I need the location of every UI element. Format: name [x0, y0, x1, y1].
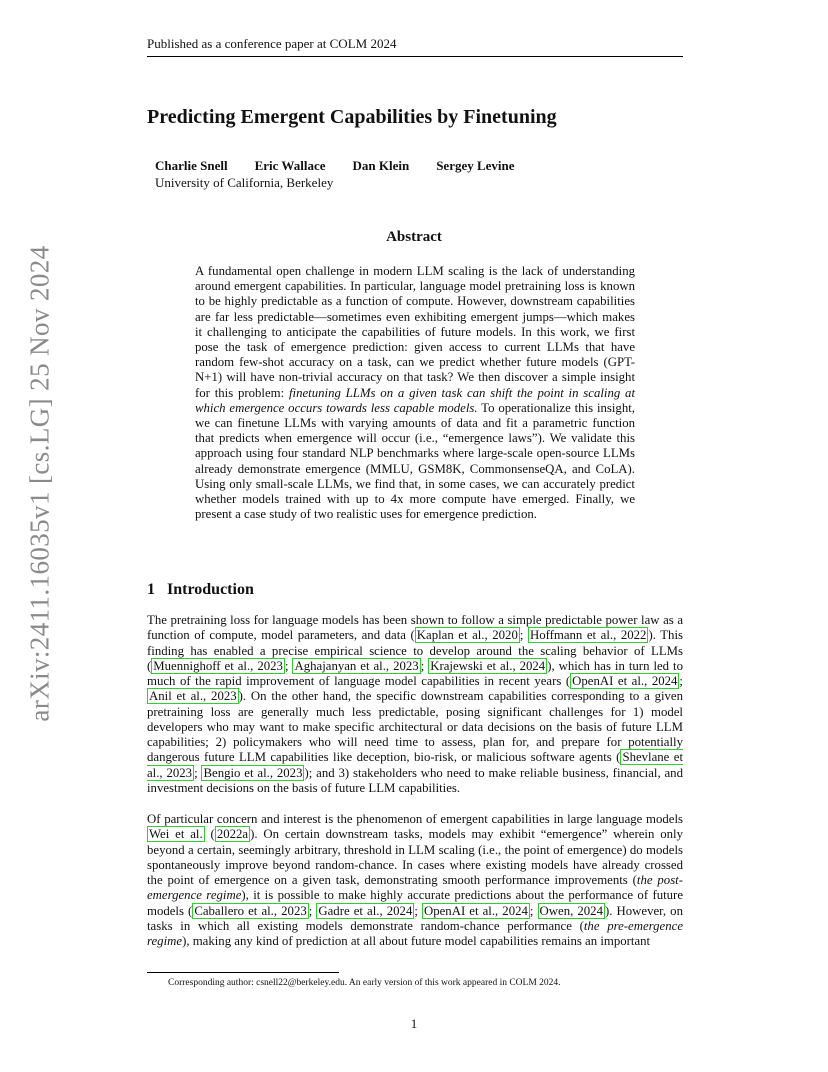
running-header: Published as a conference paper at COLM 2024 — [147, 36, 397, 51]
citation-link[interactable]: Aghajanyan et al., 2023 — [294, 658, 419, 673]
body-emphasis: the pre-emergence regime — [147, 918, 683, 948]
abstract-body — [195, 264, 635, 522]
author-name: Eric Wallace — [254, 158, 326, 173]
intro-paragraph-2 — [147, 812, 683, 949]
body-text: ), it is possible to make highly accurate predictions about the performance of future models ( — [147, 888, 684, 918]
body-text: ; — [679, 674, 683, 688]
body-text: ; — [284, 658, 293, 673]
citation-link[interactable]: Gadre et al., 2024 — [318, 903, 413, 918]
body-text: ( — [204, 827, 215, 842]
citation-link[interactable]: Muennighoff et al., 2023 — [153, 658, 283, 673]
abstract-text: A fundamental open challenge in modern LLM scaling is the lack of understanding around emergent capabilities. In particular, language model pretraining loss is known to be highly predictable as a function of compute. However, downstream capabilities are far less predictable—sometimes even exhibiting emergent jumps—which makes it challenging to anticipate the capabilities of future models. In this work, we first pose the task of emergence prediction: given access to current LLMs that have random few-shot accuracy on a task, can we predict whether future models (GPT-N+1) will have non-trivial accuracy on that task? We then discover a simple insight for this problem: — [195, 264, 635, 400]
citation-link[interactable]: Owen, 2024 — [539, 903, 603, 918]
abstract-text: To operationalize this insight, we can finetune LLMs with varying amounts of data and fit a parametric function that predicts when emergence will occur (i.e., “emergence laws”). We validate this approach using four standard NLP benchmarks where large-scale open-source LLMs already demonstrate emergence (MMLU, GSM8K, CommonsenseQA, and CoLA). Using only small-scale LLMs, we find that, in some cases, we can accurately predict whether models trained with up to 4x more compute have emerged. Finally, we present a case study of two realistic uses for emergence prediction. — [195, 400, 635, 522]
body-text: ), which has in turn led to much of the rapid improvement of language model capabilities in recent years ( — [147, 658, 683, 688]
paper-title: Predicting Emergent Capabilities by Finetuning — [147, 106, 557, 128]
author-list — [155, 158, 515, 174]
affiliation: University of California, Berkeley — [155, 175, 334, 190]
intro-paragraph-1 — [147, 613, 683, 796]
citation-link[interactable]: Bengio et al., 2023 — [203, 765, 303, 780]
author-name: Dan Klein — [352, 158, 410, 173]
page-number: 1 — [410, 1016, 418, 1031]
body-text: ; — [194, 765, 202, 780]
citation-link[interactable]: OpenAI et al., 2024 — [572, 674, 678, 688]
section-heading — [147, 581, 254, 599]
citation-link[interactable]: OpenAI et al., 2024 — [423, 903, 528, 918]
author-name: Charlie Snell — [155, 158, 228, 173]
author-name: Sergey Levine — [436, 158, 515, 173]
body-text: ; — [414, 903, 422, 918]
abstract-emphasis: finetuning LLMs on a given task can shift the point in scaling at which emergence occurs towards less capable models. — [195, 385, 635, 415]
body-text: ; — [529, 903, 538, 918]
body-text: ); and 3) stakeholders who need to make reliable business, financial, and investment decisions on the basis of future LLM capabilities. — [147, 765, 683, 795]
body-text: ). On certain downstream tasks, models may exhibit “emergence” wherein only beyond a certain, seemingly arbitrary, threshold in LLM scaling (i.e., the point of emergence) do models spontaneously improve beyond random-chance. In cases where existing models have already crossed the point of emergence on a given task, demonstrating smooth performance improvements ( — [147, 827, 683, 887]
body-text: ). This finding has enabled a precise empirical science to develop around the scaling behavior of LLMs ( — [147, 628, 683, 673]
body-text: ; — [519, 628, 528, 643]
citation-link[interactable]: Anil et al., 2023 — [149, 689, 237, 704]
citation-link[interactable]: Krajewski et al., 2024 — [430, 658, 546, 673]
body-text: ; — [420, 658, 429, 673]
arxiv-stamp — [22, 244, 58, 722]
body-text: Of particular concern and interest is the phenomenon of emergent capabilities in large language models — [147, 812, 683, 826]
citation-link[interactable]: Caballero et al., 2023 — [194, 903, 307, 918]
header-rule — [147, 56, 683, 57]
section-number: 1 — [147, 581, 155, 598]
body-text: ). On the other hand, the specific downstream capabilities corresponding to a given pretraining loss are generally much less predictable, posing significant challenges for 1) model developers who may want to make specific architectural or data decisions on the basis of future LLM capabilities; 2) policymakers who will need time to assess, plan for, and prepare for potentially dangerous future LLM capabilities like deception, bio-risk, or malicious software agents ( — [147, 689, 684, 765]
body-text: ), making any kind of prediction at all about future model capabilities remains an important — [182, 934, 651, 948]
body-emphasis: the post-emergence regime — [147, 873, 683, 903]
citation-link[interactable]: Wei et al. — [149, 827, 203, 842]
body-text: ; — [308, 903, 317, 918]
citation-link[interactable]: Shevlane et al., 2023 — [147, 750, 683, 780]
body-text: The pretraining loss for language models has been shown to follow a simple predictable power law as a function of compute, model parameters, and data ( — [147, 613, 683, 643]
body-text: ). However, on tasks in which all existing models demonstrate random-chance performance ( — [147, 903, 683, 933]
arxiv-stamp-text: arXiv:2411.16035v1 [cs.LG] 25 Nov 2024 — [24, 244, 55, 722]
citation-link[interactable]: Hoffmann et al., 2022 — [529, 628, 647, 643]
section-title: Introduction — [167, 581, 254, 598]
footnote-rule — [147, 972, 339, 973]
citation-link[interactable]: 2022a — [216, 827, 249, 842]
footnote: Corresponding author: csnell22@berkeley.edu. An early version of this work appeared in COLM 2024. — [168, 978, 561, 988]
citation-link[interactable]: Kaplan et al., 2020 — [416, 628, 518, 643]
abstract-heading: Abstract — [386, 229, 442, 245]
